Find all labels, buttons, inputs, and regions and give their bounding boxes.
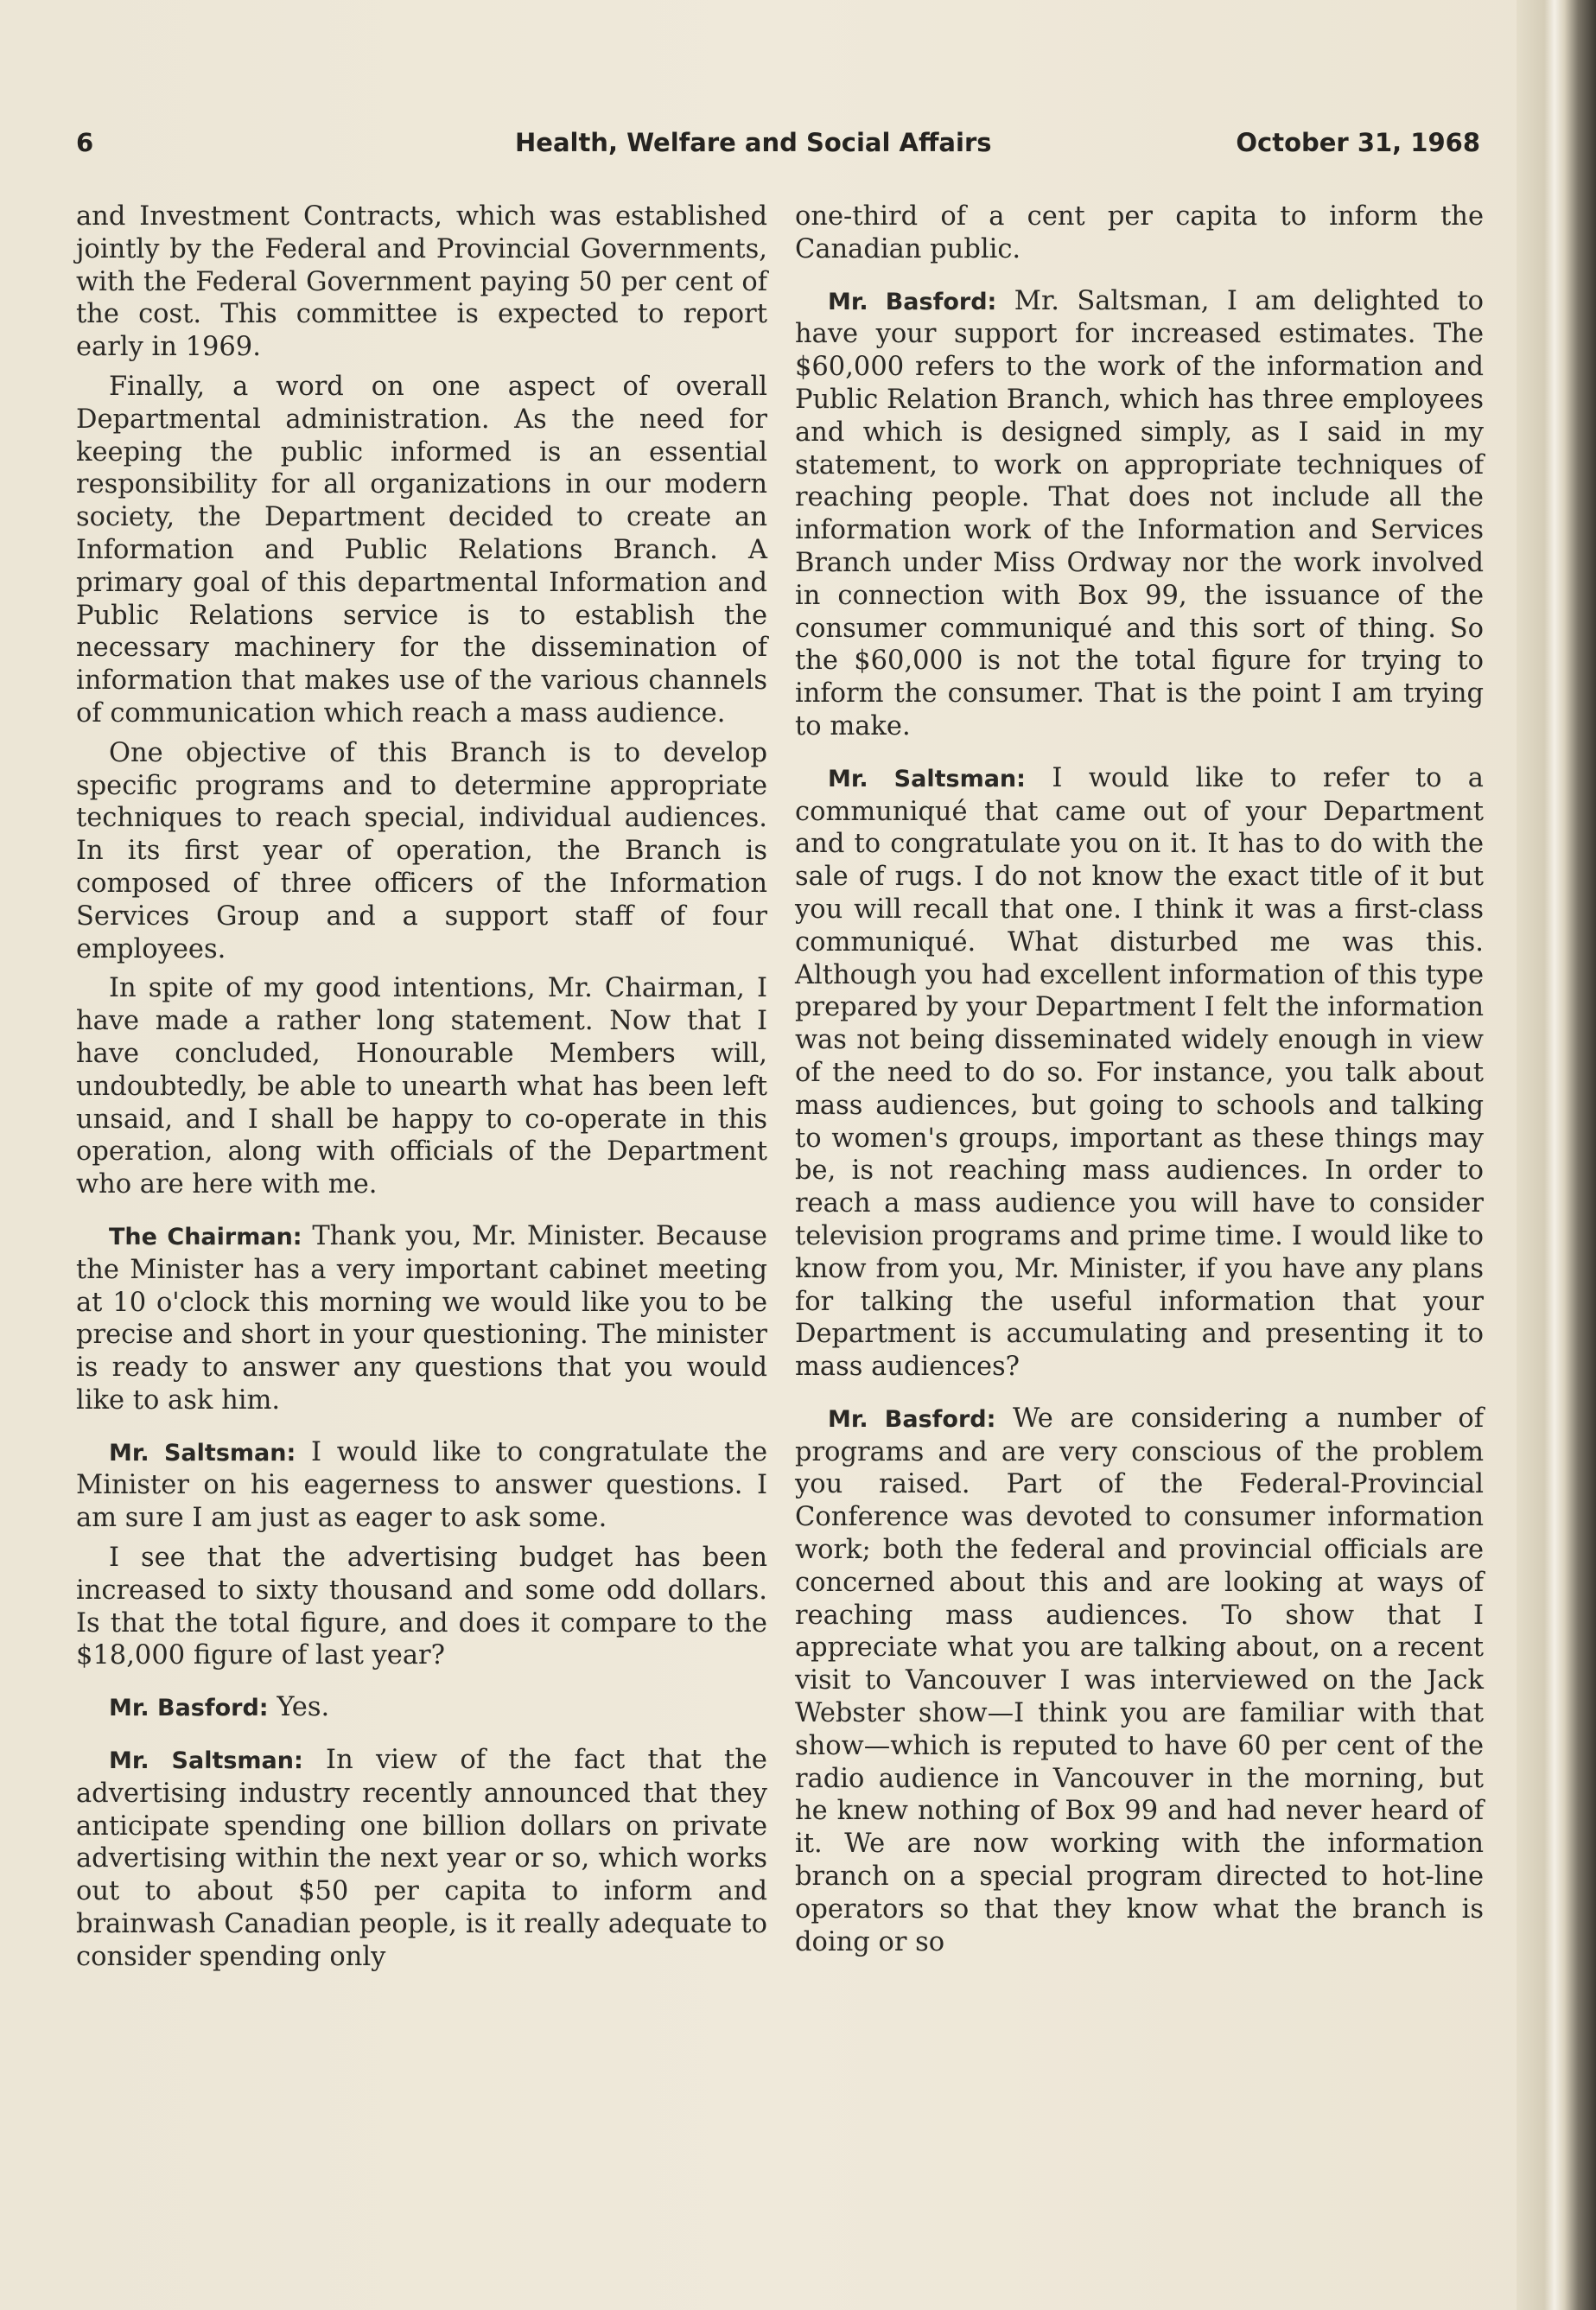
speech-text: I would like to refer to a communiqué that came out of your Department and to congratulate you on it. It has to do with the sale of rugs. I do not know the exact title of it but you will recall that one. I think it was a first-class communiqué. What disturbed me was this. Although you had excellent information of this type prepared by your Department I felt the information was not being disseminated widely enough in view of the need to do so. For instance, you talk about mass audiences, but going to schools and talking to women's groups, important as these things may be, is not reaching mass audiences. In order to reach a mass audience you will have to consider television programs and prime time. I would like to know from you, Mr. Minister, if you have any plans for talking the useful information that your Department is accumulating and presenting it to mass audiences? [795,762,1484,1383]
speaker-paragraph [76,1220,767,1417]
issue-date: October 31, 1968 [1236,128,1480,157]
speaker-name: Mr. Saltsman: [828,765,1026,792]
speaker-paragraph [76,1691,767,1725]
speaker-name: Mr. Basford: [828,288,997,315]
paragraph: In spite of my good intentions, Mr. Chairman, I have made a rather long statement. Now that I have concluded, Honourable Members will, undoubtedly, be able to unearth what has been left unsaid, and I shall be happy to co-operate in this operation, along with officials of the Department who are here with me. [76,973,767,1200]
speech-text: Thank you, Mr. Minister. Because the Minister has a very important cabinet meeting at 10 o'clock this morning we would like you to be precise and short in your questioning. The minister is ready to answer any questions that you would like to ask him. [76,1220,767,1416]
paragraph: and Investment Contracts, which was established jointly by the Federal and Provincial Governments, with the Federal Government paying 50 per cent of the cost. This committee is expected to report early in 1969. [76,201,767,363]
speaker-paragraph [76,1744,767,1974]
running-header [76,128,1480,162]
page-number: 6 [76,128,94,157]
speech-text: In view of the fact that the advertising industry recently announced that they anticipate spending one billion dollars on private advertising within the next year or so, which works out to about $50 per capita to inform and brainwash Canadian people, is it really adequate to consider spending only [76,1745,767,1972]
speaker-paragraph [76,1436,767,1535]
speech-text: Mr. Saltsman, I am delighted to have your support for increased estimates. The $60,000 refers to the work of the information and Public Relation Branch, which has three employees and which is designed simply, as I said in my statement, to work on appropriate techniques of reaching people. That does not include all the information work of the Information and Services Branch under Miss Ordway nor the work involved in connection with Box 99, the issuance of the consumer communiqué and this sort of thing. So the $60,000 is not the total figure for trying to inform the consumer. That is the point I am trying to make. [795,285,1485,741]
speech-text: I would like to congratulate the Minister on his eagerness to answer questions. I am sure I am just as eager to ask some. [76,1436,768,1534]
right-column [795,200,1484,1965]
speaker-paragraph [795,762,1484,1384]
speaker-paragraph [795,285,1484,743]
speech-text: We are considering a number of programs and are very conscious of the problem you raised. Part of the Federal-Provincial Conference was devoted to consumer information work; both the federal and provincial officials are concerned about this and are looking at ways of reaching mass audiences. To show that I appreciate what you are talking about, on a recent visit to Vancouver I was interviewed on the Jack Webster show—I think you are familiar with that show—which is reputed to have 60 per cent of the radio audience in Vancouver in the morning, but he knew nothing of Box 99 and had never heard of it. We are now working with the information branch on a special program directed to hot-line operators so that they know what the branch is doing or so [795,1403,1484,1957]
speaker-paragraph [795,1403,1484,1959]
left-column [76,200,767,1981]
paragraph: One objective of this Branch is to develop specific programs and to determine appropriate techniques to reach special, individual audiences. In its first year of operation, the Branch is composed of three officers of the Information Services Group and a support staff of four employees. [76,737,767,964]
speaker-name: Mr. Basford: [828,1405,996,1433]
paragraph: one-third of a cent per capita to inform the Canadian public. [795,201,1484,264]
speaker-name: Mr. Basford: [109,1695,269,1722]
speaker-name: Mr. Saltsman: [109,1439,296,1467]
speech-text: Yes. [277,1692,330,1723]
publication-title: Health, Welfare and Social Affairs [515,128,992,157]
speaker-name: The Chairman: [109,1223,302,1250]
paragraph: Finally, a word on one aspect of overall Departmental administration. As the need for keeping the public informed is an essential responsibility for all organizations in our modern society, the Department decided to create an Information and Public Relations Branch. A primary goal of this departmental Information and Public Relations service is to establish the necessary machinery for the dissemination of information that makes use of the various channels of communication which reach a mass audience. [76,371,767,729]
paragraph: I see that the advertising budget has been increased to sixty thousand and some odd dollars. Is that the total figure, and does it compare to the $18,000 figure of last year? [76,1543,767,1671]
speaker-name: Mr. Saltsman: [109,1747,303,1775]
page-binding-edge [1517,0,1596,2310]
